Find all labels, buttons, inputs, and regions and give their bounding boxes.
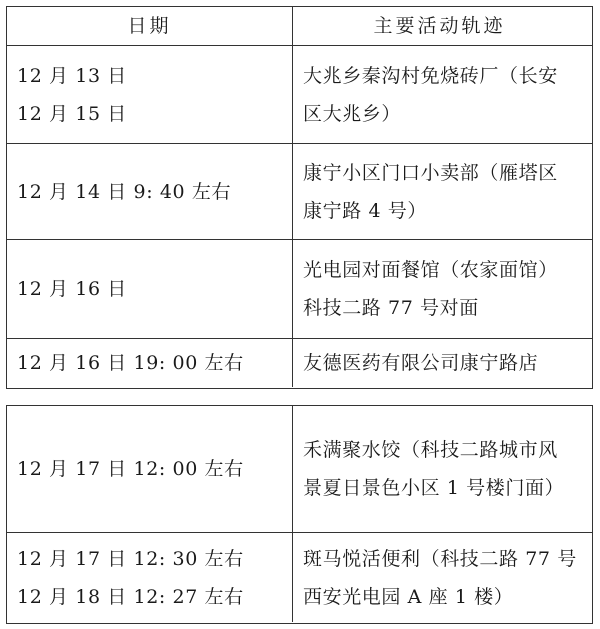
table-row: [7, 406, 592, 533]
table-row: [7, 339, 592, 387]
activity-text: 友德医药有限公司康宁路店: [303, 352, 539, 374]
date-cell: [7, 339, 293, 387]
date-text: 12 月 13 日: [17, 64, 127, 87]
date-text: 12 月 14 日 9: 40 左右: [17, 180, 232, 203]
header-date-cell: [7, 7, 293, 45]
date-text: 12 月 16 日: [17, 278, 127, 300]
activity-cell: [293, 339, 592, 387]
table-row: [7, 240, 592, 339]
date-cell: [7, 144, 293, 239]
activity-text: 禾满聚水饺（科技二路城市风: [303, 439, 558, 461]
date-cell: [7, 240, 293, 338]
date-text: 12 月 18 日 12: 27 左右: [17, 585, 244, 608]
activity-table-part-1: [6, 6, 593, 389]
activity-cell: [293, 533, 592, 622]
table-header-row: [7, 7, 592, 46]
header-activity-cell: [293, 7, 592, 45]
date-cell: [7, 406, 293, 532]
activity-text: 景夏日景色小区 1 号楼门面）: [303, 477, 565, 499]
header-activity-label: 主要活动轨迹: [373, 15, 506, 37]
activity-text: 科技二路 77 号对面: [303, 297, 479, 319]
table-row: [7, 533, 592, 622]
activity-cell: [293, 46, 592, 143]
activity-table-part-2: [6, 405, 593, 624]
activity-text: 斑马悦活便利（科技二路 77 号: [303, 547, 577, 570]
activity-text: 光电园对面餐馆（农家面馆）: [303, 259, 558, 281]
table-row: [7, 144, 592, 240]
table-row: [7, 46, 592, 144]
date-text: 12 月 15 日: [17, 102, 127, 125]
activity-cell: [293, 240, 592, 338]
activity-text: 区大兆乡）: [303, 102, 402, 125]
activity-cell: [293, 406, 592, 532]
activity-cell: [293, 144, 592, 239]
activity-text: 康宁路 4 号）: [303, 199, 427, 222]
activity-text: 大兆乡秦沟村免烧砖厂（长安: [303, 64, 558, 87]
date-text: 12 月 16 日 19: 00 左右: [17, 352, 244, 374]
date-text: 12 月 17 日 12: 30 左右: [17, 547, 244, 570]
header-date-label: 日期: [127, 15, 172, 37]
date-text: 12 月 17 日 12: 00 左右: [17, 458, 244, 480]
date-cell: [7, 46, 293, 143]
activity-text: 西安光电园 A 座 1 楼）: [303, 585, 514, 608]
activity-text: 康宁小区门口小卖部（雁塔区: [303, 161, 558, 184]
date-cell: [7, 533, 293, 622]
